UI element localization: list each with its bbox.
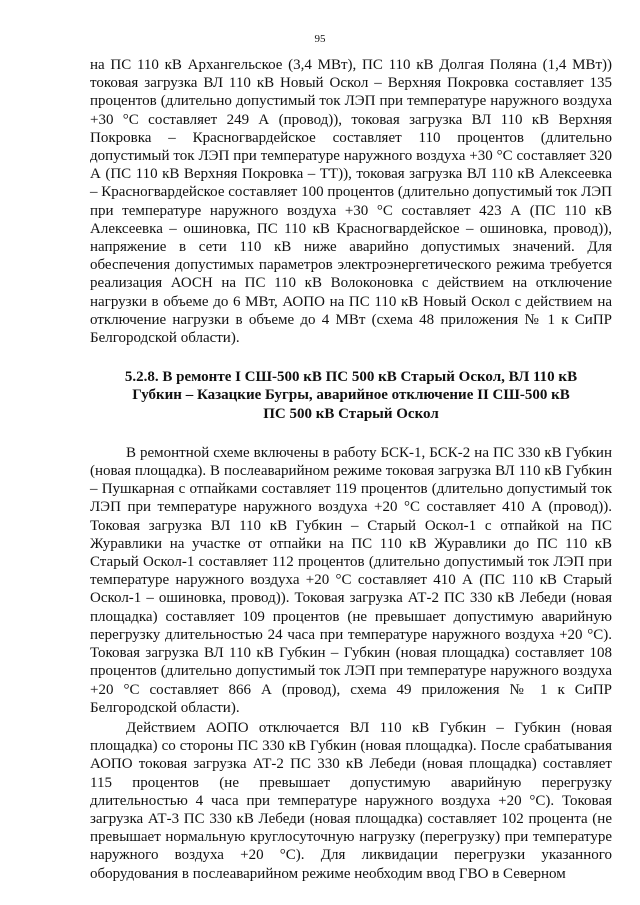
paragraph-aopo-action: Действием АОПО отключается ВЛ 110 кВ Губкин – Губкин (новая площадка) со стороны ПС 330 кВ Губкин (новая площадка). После срабатывания АОПО токовая загрузка АТ-2 ПС 330 кВ Лебеди (новая площадка) составляет 115 процентов (не превышает допустимую аварийную перегрузку длительностью 4 часа при температуре наружного воздуха +20 °С). Токовая загрузка АТ-3 ПС 330 кВ Лебеди (новая площадка) составляет 102 процента (не превышает нормальную круглосуточную нагрузку (перегрузку) при температуре наружного воздуха +20 °С). Для ликвидации перегрузки указанного оборудования в послеаварийном режиме необходим ввод ГВО в Северном — [90, 719, 612, 882]
section-heading-line: ПС 500 кВ Старый Оскол — [263, 405, 439, 422]
section-heading — [90, 368, 612, 423]
section-heading-line: Губкин – Казацкие Бугры, аварийное отключение II СШ-500 кВ — [132, 387, 570, 404]
page-number: 95 — [314, 33, 326, 45]
document-body — [90, 56, 612, 883]
section-heading-line: 5.2.8. В ремонте I СШ-500 кВ ПС 500 кВ Старый Оскол, ВЛ 110 кВ — [124, 369, 578, 386]
paragraph-repair-scheme: В ремонтной схеме включены в работу БСК-1, БСК-2 на ПС 330 кВ Губкин (новая площадка). В послеаварийном режиме токовая загрузка ВЛ 110 кВ Губкин – Пушкарная с отпайками составляет 119 процентов (длительно допустимый ток ЛЭП при температуре наружного воздуха +20 °С составляет 410 А (провод)). Токовая загрузка ВЛ 110 кВ Губкин – Старый Оскол-1 с отпайкой на ПС Журавлики на участке от отпайки на ПС 110 кВ Журавлики до ПС 110 кВ Старый Оскол-1 составляет 112 процентов (длительно допустимый ток ЛЭП при температуре наружного воздуха +20 °С составляет 410 А (ПС 110 кВ Старый Оскол-1 – ошиновка, провод)). Токовая загрузка АТ-2 ПС 330 кВ Лебеди (новая площадка) составляет 109 процентов (не превышает допустимую аварийную перегрузку длительностью 24 часа при температуре наружного воздуха +20 °С). Токовая загрузка ВЛ 110 кВ Губкин – Губкин (новая площадка) составляет 108 процентов (длительно допустимый ток ЛЭП при температуре наружного воздуха +20 °С составляет 866 А (провод), схема 49 приложения № 1 к СиПР Белгородской области). — [90, 444, 612, 716]
paragraph-continued: на ПС 110 кВ Архангельское (3,4 МВт), ПС 110 кВ Долгая Поляна (1,4 МВт)) токовая загрузка ВЛ 110 кВ Новый Оскол – Верхняя Покровка составляет 135 процентов (длительно допустимый ток ЛЭП при температуре наружного воздуха +30 °С составляет 249 А (провод)), токовая загрузка ВЛ 110 кВ Верхняя Покровка – Красногвардейское составляет 110 процентов (длительно допустимый ток ЛЭП при температуре наружного воздуха +30 °С составляет 320 А (ПС 110 кВ Верхняя Покровка – ТТ)), токовая загрузка ВЛ 110 кВ Алексеевка – Красногвардейское составляет 100 процентов (длительно допустимый ток ЛЭП при температуре наружного воздуха +30 °С составляет 423 А (ПС 110 кВ Алексеевка – ошиновка, ПС 110 кВ Красногвардейское – ошиновка, провод)), напряжение в сети 110 кВ ниже аварийно допустимых значений. Для обеспечения допустимых параметров электроэнергетического режима требуется реализация АОСН на ПС 110 кВ Волоконовка с действием на отключение нагрузки в объеме до 6 МВт, АОПО на ПС 110 кВ Новый Оскол с действием на отключение нагрузки в объеме до 4 МВт (схема 48 приложения № 1 к СиПР Белгородской области). — [90, 57, 612, 347]
